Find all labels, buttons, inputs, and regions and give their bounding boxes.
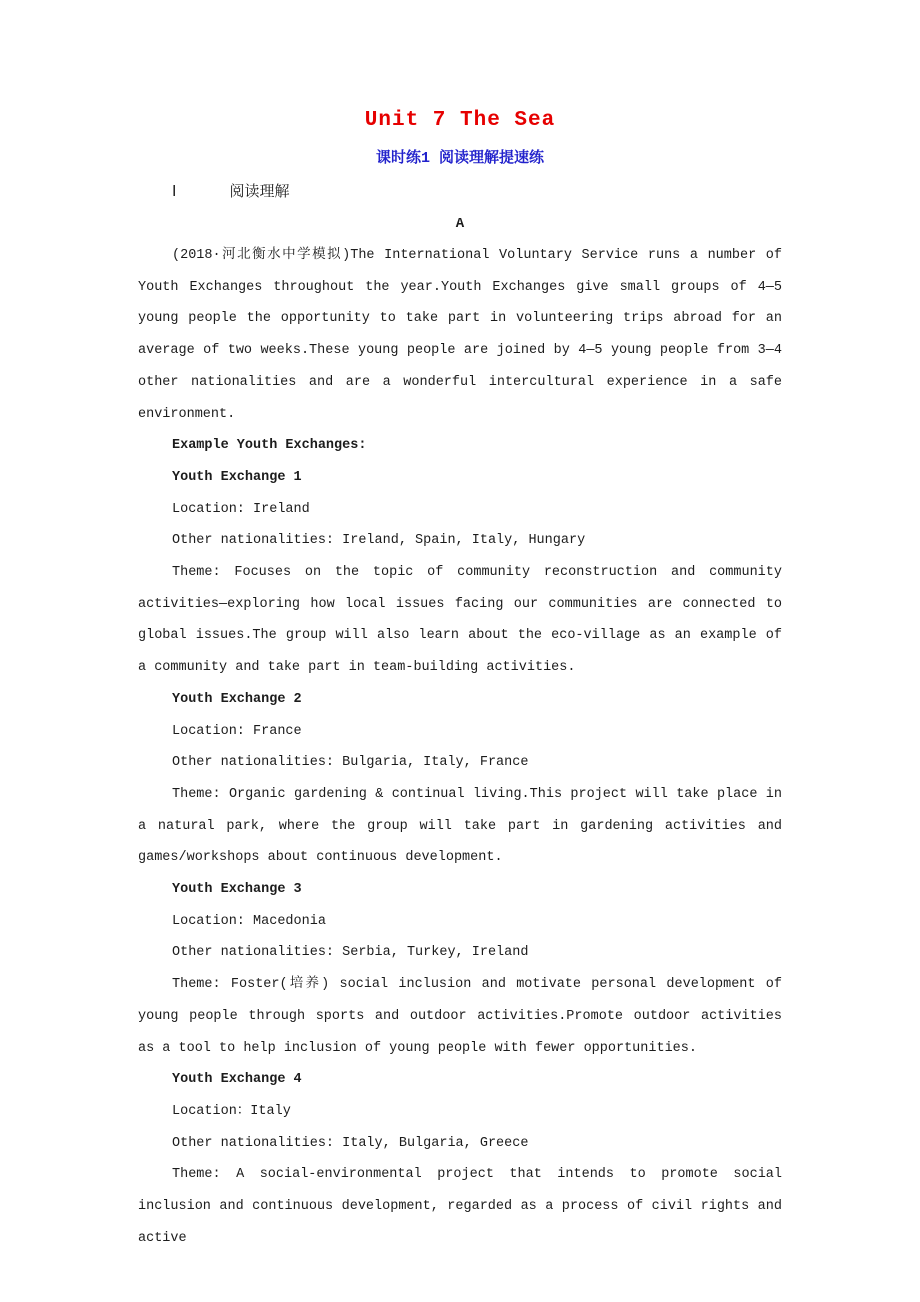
exchange-block	[138, 462, 782, 684]
exchange-theme: Theme: Organic gardening & continual living.This project will take place in a natural park, where the group will take part in gardening activities and games/workshops about continuous development.	[138, 786, 782, 866]
exchange-heading: Youth Exchange 2	[172, 691, 302, 707]
exchange-heading: Youth Exchange 1	[172, 469, 302, 485]
exchange-theme: Theme: Focuses on the topic of community reconstruction and community activities—exploring how local issues facing our communities are connected to global issues.The group will also learn about the eco-village as an example of a community and take part in team-building activities.	[138, 565, 782, 676]
section-label: 阅读理解	[229, 184, 290, 201]
example-heading: Example Youth Exchanges:	[172, 438, 367, 454]
exchange-heading: Youth Exchange 3	[172, 882, 302, 898]
exchange-block	[138, 684, 782, 874]
exchange-location: Location：Italy	[172, 1103, 291, 1119]
exchange-nationalities: Other nationalities: Serbia, Turkey, Ireland	[172, 945, 529, 961]
exchange-nationalities: Other nationalities: Bulgaria, Italy, France	[172, 755, 529, 771]
exchange-location: Location: France	[172, 723, 302, 739]
passage-intro: (2018·河北衡水中学模拟)The International Voluntary Service runs a number of Youth Exchanges throughout the year.Youth Exchanges give small groups of 4—5 young people the opportunity to take part in volunteering trips abroad for an average of two weeks.These young people are joined by 4—5 young people from 3—4 other nationalities and are a wonderful intercultural experience in a safe environment.	[138, 248, 782, 422]
exchange-theme-truncated: Theme: A social-environmental project that intends to promote social inclusion and continuous development, regarded as a process of civil rights and active	[138, 1167, 782, 1246]
exchange-location: Location: Ireland	[172, 501, 310, 517]
exchange-location: Location: Macedonia	[172, 913, 326, 929]
section-numeral: Ⅰ	[172, 184, 177, 201]
passage-label: A	[455, 216, 465, 232]
exchange-block	[138, 874, 782, 1064]
exchange-theme: Theme: Foster(培养) social inclusion and motivate personal development of young people through sports and outdoor activities.Promote outdoor activities as a tool to help inclusion of young people with fewer opportunities.	[138, 977, 782, 1056]
exchange-nationalities: Other nationalities: Ireland, Spain, Italy, Hungary	[172, 533, 586, 549]
unit-title: Unit 7 The Sea	[364, 109, 556, 132]
exchange-nationalities: Other nationalities: Italy, Bulgaria, Greece	[172, 1135, 529, 1151]
exchange-block	[138, 1064, 782, 1254]
lesson-subtitle: 课时练1 阅读理解提速练	[375, 150, 544, 167]
exchange-heading: Youth Exchange 4	[172, 1072, 302, 1088]
section-heading	[138, 178, 782, 208]
